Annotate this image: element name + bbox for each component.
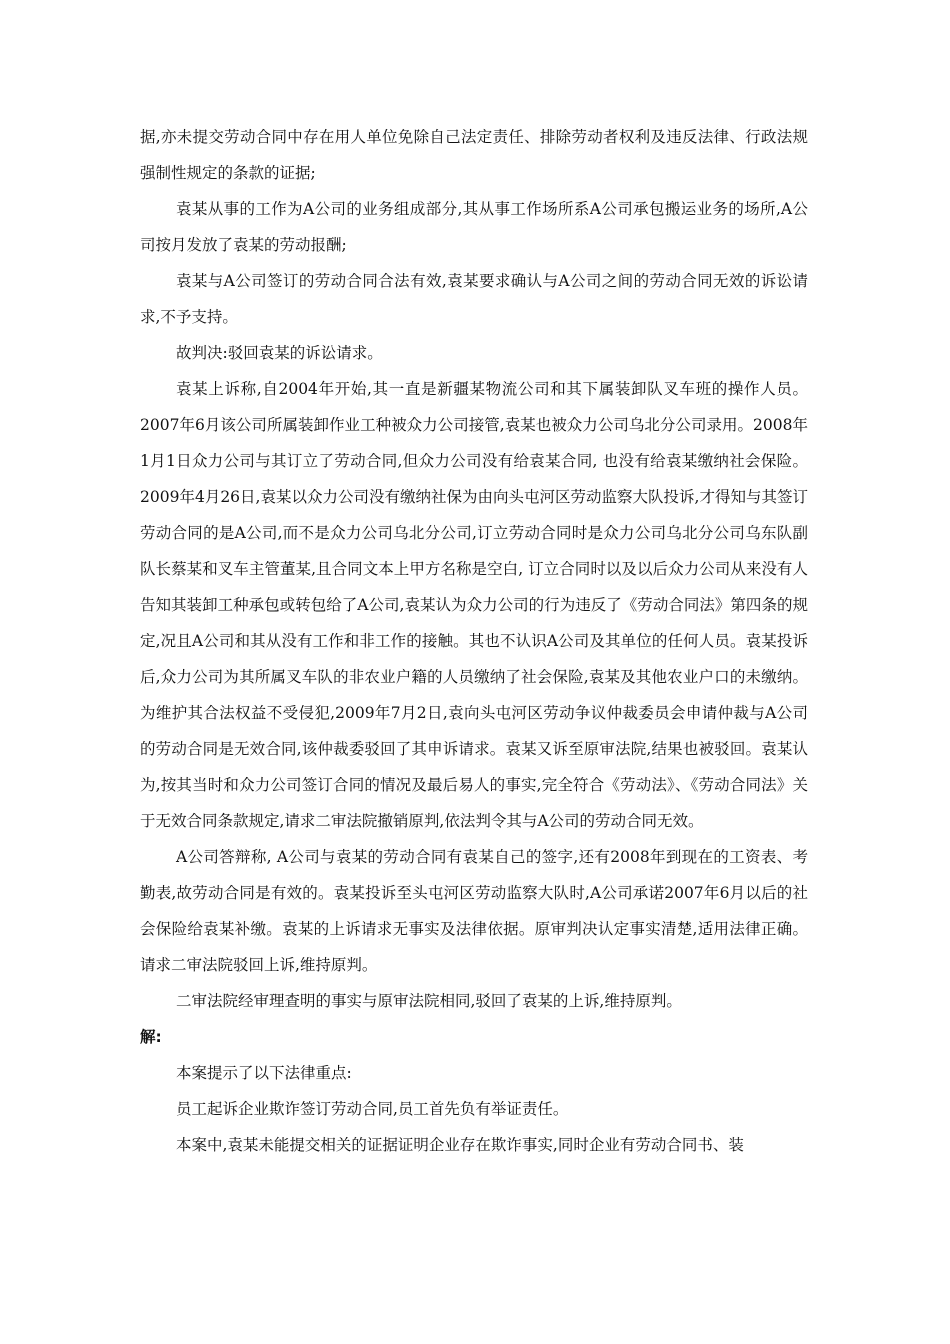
- paragraph-5: 袁某上诉称,自2004年开始,其一直是新疆某物流公司和其下属装卸队叉车班的操作人员。2007年6月该公司所属装卸作业工种被众力公司接管,袁某也被众力公司乌北分公司录用。2008年1月1日众力公司与其订立了劳动合同,但众力公司没有给袁某合同, 也没有给袁某缴纳社会保险。2009年4月26日,袁某以众力公司没有缴纳社保为由向头屯河区劳动监察大队投诉,才得知与其签订劳动合同的是A公司,而不是众力公司乌北分公司,订立劳动合同时是众力公司乌北分公司乌东队副队长蔡某和叉车主管董某,且合同文本上甲方名称是空白, 订立合同时以及以后众力公司从来没有人告知其装卸工种承包或转包给了A公司,袁某认为众力公司的行为违反了《劳动合同法》第四条的规定,况且A公司和其从没有工作和非工作的接触。其也不认识A公司及其单位的任何人员。袁某投诉后,众力公司为其所属叉车队的非农业户籍的人员缴纳了社会保险,袁某及其他农业户口的未缴纳。为维护其合法权益不受侵犯,2009年7月2日,袁向头屯河区劳动争议仲裁委员会申请仲裁与A公司的劳动合同是无效合同,该仲裁委驳回了其申诉请求。袁某又诉至原审法院,结果也被驳回。袁某认为,按其当时和众力公司签订合同的情况及最后易人的事实,完全符合《劳动法》、《劳动合同法》关于无效合同条款规定,请求二审法院撤销原判,依法判令其与A公司的劳动合同无效。: [140, 380, 808, 830]
- section-heading: 解:: [140, 1028, 162, 1046]
- analysis-paragraph-3: 本案中,袁某未能提交相关的证据证明企业存在欺诈事实,同时企业有劳动合同书、装: [176, 1136, 744, 1154]
- paragraph-1: 据,亦未提交劳动合同中存在用人单位免除自己法定责任、排除劳动者权利及违反法律、行政法规强制性规定的条款的证据;: [140, 128, 808, 182]
- paragraph-7: 二审法院经审理查明的事实与原审法院相同,驳回了袁某的上诉,维持原判。: [176, 992, 682, 1010]
- paragraph-2: 袁某从事的工作为A公司的业务组成部分,其从事工作场所系A公司承包搬运业务的场所,A公司按月发放了袁某的劳动报酬;: [140, 200, 808, 254]
- document-body: [140, 119, 808, 1163]
- analysis-paragraph-2: 员工起诉企业欺诈签订劳动合同,员工首先负有举证责任。: [176, 1100, 569, 1118]
- paragraph-6: A公司答辩称, A公司与袁某的劳动合同有袁某自己的签字,还有2008年到现在的工资表、考勤表,故劳动合同是有效的。袁某投诉至头屯河区劳动监察大队时,A公司承诺2007年6月以后的社会保险给袁某补缴。袁某的上诉请求无事实及法律依据。原审判决认定事实清楚,适用法律正确。请求二审法院驳回上诉,维持原判。: [140, 848, 808, 974]
- paragraph-3: 袁某与A公司签订的劳动合同合法有效,袁某要求确认与A公司之间的劳动合同无效的诉讼请求,不予支持。: [140, 272, 808, 326]
- paragraph-4: 故判决:驳回袁某的诉讼请求。: [176, 344, 383, 362]
- analysis-paragraph-1: 本案提示了以下法律重点:: [176, 1064, 352, 1082]
